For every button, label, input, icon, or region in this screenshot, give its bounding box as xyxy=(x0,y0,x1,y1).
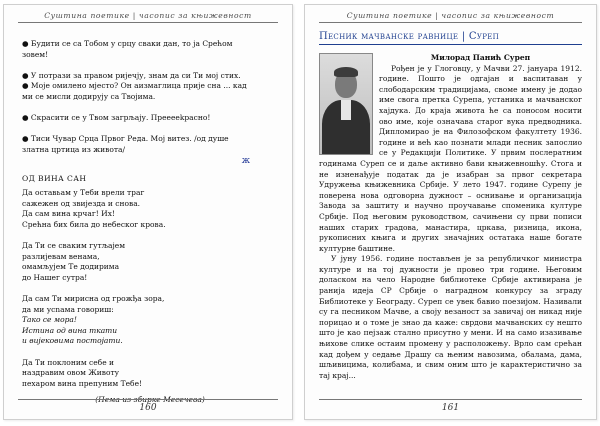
article-paragraph: Рођен је у Глоговцу, у Мачви 27. јануара 1912. године. Пошто је одгајан и васпитаван у слободарским традицијама, своме имену је додао име свога претка Сурепа, устаника и мачванског хајдука. До краја живота ће са поносом носити ово име, које означава старог вука предводника. Дипломирао је на Филозофском факултету 1936. године и већ као познати млади песник запослио се у Редакцији Политике. У првим послератним годинама Сурeп се и даље активно бави књижевношћу. Стога и не изненађује податак да је изабран за првог секретара Удружења књижевника Србије. У лето 1947. године Сурeпу је поверена нова одговорна дужност – оснивање и организација Завода за заштиту и научно проучавање споменика културе Србије. Под његовим руководством, сачињени су први пописи наших старих градова, манастира, цркава, ризница, икона, рукописних књига и других значајних остатака наше богате културне баштине. xyxy=(319,63,582,253)
poem-line-italic: и вијековима постојати. xyxy=(22,336,123,346)
poem-line: разлијевам венама, xyxy=(22,251,100,261)
right-page xyxy=(304,4,597,420)
article-body xyxy=(319,53,582,381)
text-line: златна цртица из живота/ xyxy=(22,144,126,154)
text-line: ● Скрасити се у Твом загрљају. Пpeeeekpacнo! xyxy=(22,113,211,123)
poem-line-italic: Тако се мора! xyxy=(22,315,77,325)
poem-line: наздравим овом Животу xyxy=(22,368,120,378)
article-title: Песник мачванске равнице | Суреп xyxy=(319,31,582,45)
poem-line: сажежен од звијезда и снова. xyxy=(22,198,141,208)
left-page-body xyxy=(22,39,278,406)
running-header-left: Суштина поетике | часопис за књижевност xyxy=(18,11,278,23)
footer-rule xyxy=(18,399,278,400)
text-line: ● Тиси Чувар Срца Првог Реда. Мој витез. /од душе xyxy=(22,134,229,144)
text-line: ● У потрази за правом ријечју, знам да си Ти мој стих. xyxy=(22,70,241,80)
author-portrait-icon xyxy=(319,53,373,155)
poem-line: Да Ти поклоним себе и xyxy=(22,357,115,367)
text-line: зовем! xyxy=(22,49,49,59)
left-page xyxy=(3,4,293,420)
poem-line: до Нашег сутра! xyxy=(22,272,88,282)
poem-line: Да оставьам у Теби врели траг xyxy=(22,188,145,198)
poem-source: (Пема из збирке Месечева) xyxy=(95,395,205,405)
poem-line: пехаром вина препуним Тебе! xyxy=(22,378,143,388)
text-line: ● Будити се са Тобом у срцу сваки дан, то ја Срећом xyxy=(22,39,233,48)
footer-rule xyxy=(319,399,582,400)
poem-line: Да сам Ти мирисна од грожђа зора, xyxy=(22,294,165,304)
ornament-icon: ж xyxy=(241,155,250,166)
poem-line: омамљујем Те додиpима xyxy=(22,262,120,272)
poem-title: ОД ВИНА САН xyxy=(22,173,87,183)
article-paragraph: У јуну 1956. године постављен је за републичког министра културе и на тој дужности је провео три године. Његовим доласком на чело Народне библиотеке Србије активирана је ранија идеја СР Србије о наградном конкурсу за зграду Библиотеке у Београду. Сурeп се увек бавио поезијом. Називали су га песником Мачве, а своју везаност за завичај он никад није порицао и о томе је знао да каже: сврдови мачванских су нешто што је као пејзаж стално присутно у мени. И на само изазивање њихове слике остаим промену у расположењу. Врло сам срећан кад дођем у седање Драшу са њеним навозима, обалама, дамa, шљивицима, колибама, и свим оним што је карактеристично за тај крај... xyxy=(319,254,582,380)
poem-line-italic: Истина од вина ткати xyxy=(22,325,118,335)
poem-line: Да Ти се сваким гутљајем xyxy=(22,241,126,251)
page-number-right: 161 xyxy=(441,403,460,413)
poem-line: да ми усnaмa говориш: xyxy=(22,304,114,314)
author-name: Милорад Панић Сурeп xyxy=(430,53,531,62)
text-line: ● Моје омилено мјесто? Он аизмаглица прије сна ... кад xyxy=(22,81,247,91)
running-header-right: Суштина поетике | часопис за књижевност xyxy=(319,11,582,23)
poem-line: Срећна бих била до небеског крова. xyxy=(22,219,166,229)
page-number-left: 160 xyxy=(139,403,157,413)
poem-line: Да сам вина крчаг! Их! xyxy=(22,209,115,219)
text-line: ми се мисли додирују са Твојима. xyxy=(22,91,156,101)
